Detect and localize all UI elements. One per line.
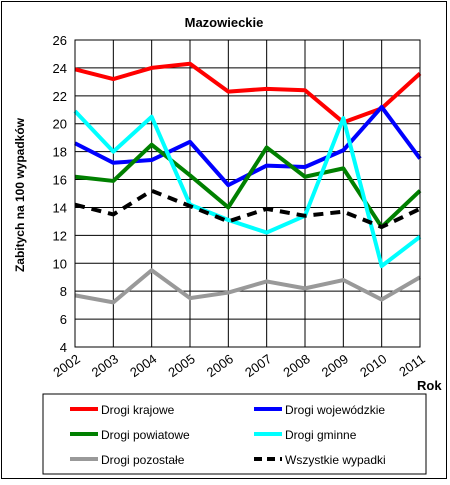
y-tick-label: 12 xyxy=(52,228,67,244)
y-tick-label: 6 xyxy=(59,312,67,328)
x-tick-label: 2003 xyxy=(88,351,122,381)
series-line xyxy=(75,270,420,302)
series-line xyxy=(75,64,420,123)
plot-area xyxy=(75,40,420,347)
x-tick-label: 2010 xyxy=(357,351,390,381)
x-tick-label: 2008 xyxy=(280,351,313,381)
x-tick-label: 2006 xyxy=(203,351,237,381)
y-tick-label: 20 xyxy=(52,116,67,132)
chart-title: Mazowieckie xyxy=(184,15,264,30)
x-tick-label: 2002 xyxy=(50,351,83,381)
legend xyxy=(43,394,426,474)
x-tick-label: 2005 xyxy=(165,351,198,381)
series-line xyxy=(75,111,420,266)
y-tick-labels xyxy=(53,33,67,355)
series-lines xyxy=(75,64,420,303)
legend-label: Wszystkie wypadki xyxy=(285,453,386,467)
line-chart xyxy=(2,2,448,480)
y-tick-label: 22 xyxy=(52,88,67,104)
y-axis-label: Zabitych na 100 wypadków xyxy=(13,117,27,273)
legend-label: Drogi krajowe xyxy=(101,403,175,417)
series-line xyxy=(75,107,420,185)
x-tick-labels xyxy=(50,351,427,380)
y-tick-label: 18 xyxy=(52,144,67,160)
legend-label: Drogi powiatowe xyxy=(101,428,190,442)
x-tick-label: 2009 xyxy=(318,351,352,381)
gridlines xyxy=(75,40,420,347)
y-tick-label: 16 xyxy=(52,172,67,188)
legend-label: Drogi gminne xyxy=(285,428,357,442)
legend-label: Drogi wojewódzkie xyxy=(285,403,386,417)
y-tick-label: 4 xyxy=(59,340,67,355)
x-tick-label: 2007 xyxy=(242,351,275,381)
x-tick-label: 2011 xyxy=(396,351,428,380)
x-tick-label: 2004 xyxy=(127,351,160,381)
chart-frame xyxy=(1,1,447,479)
legend-label: Drogi pozostałe xyxy=(101,453,185,467)
y-tick-label: 14 xyxy=(52,200,67,216)
y-tick-label: 10 xyxy=(52,256,67,272)
y-tick-label: 8 xyxy=(59,284,67,300)
y-tick-label: 24 xyxy=(52,60,67,76)
x-axis-label: Rok xyxy=(417,378,442,393)
y-tick-label: 26 xyxy=(52,33,67,48)
